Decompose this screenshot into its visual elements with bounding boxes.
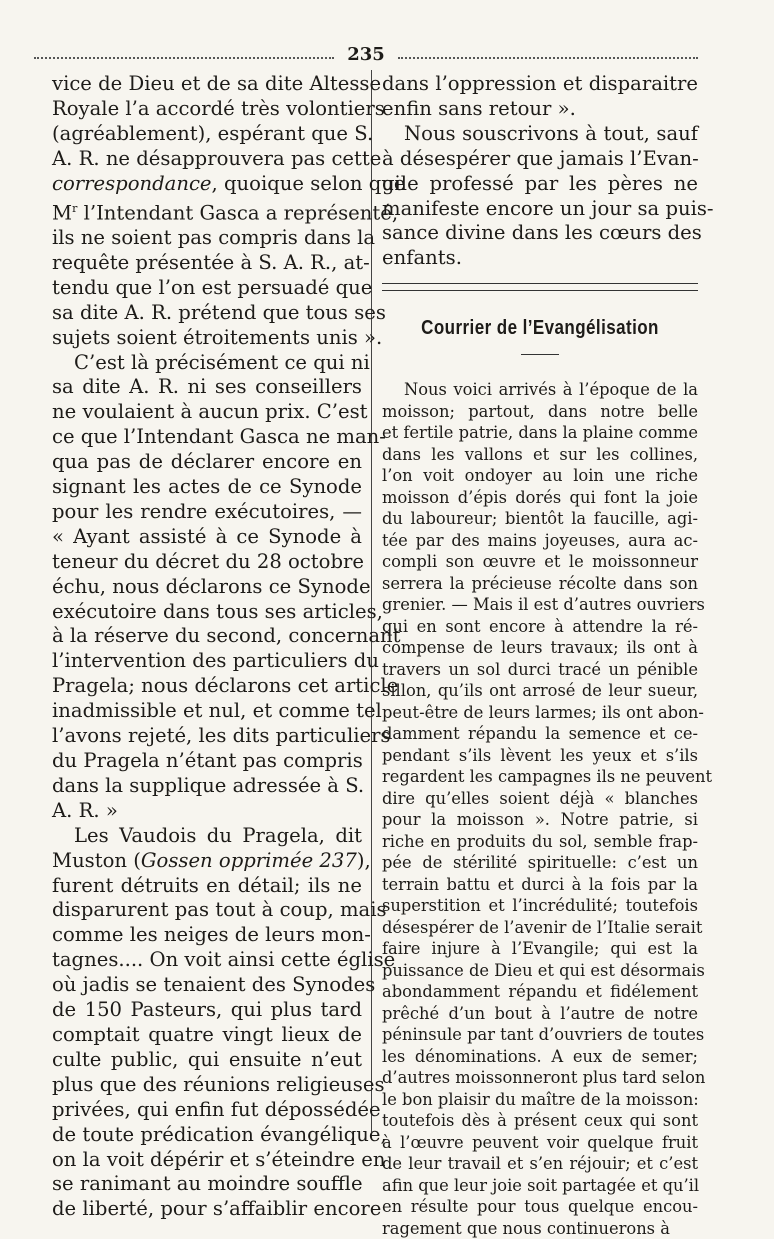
text-line: correspondance, quoique selon que [52, 171, 406, 195]
text-line: privées, qui enfin fut dépossédée [52, 1097, 381, 1121]
right-column-continuation [382, 72, 714, 271]
text-line: ils ne soient pas compris dans la [52, 225, 376, 249]
text-line: dans les vallons et sur les collines, [382, 444, 698, 464]
text-line: pendant s’ils lèvent les yeux et s’ils [382, 745, 698, 765]
text-line: du Pragela n’étant pas compris [52, 749, 363, 772]
text-line: qui en sont encore à attendre la ré- [382, 616, 698, 636]
text-line: vice de Dieu et de sa dite Altesse [52, 72, 382, 95]
text-line: on la voit dépérir et s’éteindre en [52, 1147, 386, 1171]
text-line: compense de leurs travaux; ils ont à [382, 638, 698, 658]
text-line: furent détruits en détail; ils ne [52, 873, 362, 897]
text-line: inadmissible et nul, et comme tel [52, 699, 382, 723]
text-line: Nous voici arrivés à l’époque de la [404, 380, 698, 400]
text-line: Les Vaudois du Pragela, dit [74, 823, 362, 847]
text-line: les dénominations. A eux de semer; [382, 1046, 698, 1066]
text-line: et fertile patrie, dans la plaine comme [382, 423, 698, 443]
text-line: disparurent pas tout à coup, mais [52, 898, 387, 922]
text-line: comptait quatre vingt lieux de [52, 1022, 362, 1046]
text-line: faire injure à l’Evangile; qui est la [382, 939, 698, 959]
text-line: de leur travail et s’en réjouir; et c’est [382, 1154, 698, 1174]
text-line: où jadis se tenaient des Synodes [52, 973, 376, 997]
text-line: sujets soient étroitements unis ». [52, 325, 383, 349]
text-line: gile professé par les pères ne [382, 171, 698, 195]
text-line: dans la supplique adressée à S. [52, 773, 365, 797]
text-line: à la réserve du second, concernant [52, 624, 401, 648]
double-rule-divider [382, 283, 698, 291]
text-line: peut-être de leurs larmes; ils ont abon- [382, 702, 704, 722]
text-line: tée par des mains joyeuses, aura ac- [382, 530, 698, 550]
text-line: grenier. — Mais il est d’autres ouvriers [382, 595, 705, 615]
text-line: sa dite A. R. ni ses conseillers [52, 375, 362, 399]
text-line: du laboureur; bientôt la faucille, agi- [382, 509, 698, 529]
text-line: échu, nous déclarons ce Synode [52, 574, 371, 598]
text-line: tagnes.... On voit ainsi cette église [52, 948, 396, 972]
text-line: l’intervention des particuliers du [52, 649, 379, 673]
text-line: dans l’oppression et disparaitre [382, 72, 698, 95]
page-header [34, 44, 698, 70]
page-number: 235 [347, 44, 385, 65]
text-line: toutefois dès à présent ceux qui sont [382, 1111, 698, 1131]
text-line: à l’œuvre peuvent voir quelque fruit [382, 1132, 698, 1152]
text-line: enfants. [382, 246, 462, 270]
italic-word: correspondance [52, 171, 212, 195]
text-line: requête présentée à S. A. R., at- [52, 250, 370, 274]
text-line: sa dite A. R. prétend que tous ses [52, 300, 386, 324]
text-line: enfin sans retour ». [382, 96, 576, 120]
text-line: péninsule par tant d’ouvriers de toutes [382, 1025, 705, 1045]
text-line: désespérer de l’avenir de l’Italie serait [382, 917, 703, 937]
section-title: Courrier de l’Evangélisation [421, 317, 659, 340]
text-line: pour les rendre exécutoires, — [52, 499, 362, 523]
text-line: le bon plaisir du maître de la moisson: [382, 1089, 699, 1109]
text-line: de liberté, pour s’affaiblir encore [52, 1197, 382, 1221]
right-column [382, 72, 714, 1239]
text-line: tendu que l’on est persuadé que [52, 275, 373, 299]
text-line: se ranimant au moindre souffle [52, 1172, 363, 1196]
text-line: A. R. » [52, 798, 118, 822]
text-line: superstition et l’incrédulité; toutefois [382, 896, 698, 916]
text-line: teneur du décret du 28 octobre [52, 549, 364, 573]
section-body-text [382, 379, 713, 1239]
text-line: regardent les campagnes ils ne peuvent [382, 767, 713, 787]
text-line: terrain battu et durci à la fois par la [382, 874, 698, 894]
text-line: ce que l’Intendant Gasca ne man- [52, 425, 386, 449]
text-line: damment répandu la semence et ce- [382, 724, 698, 744]
text-line: sillon, qu’ils ont arrosé de leur sueur, [382, 681, 698, 701]
text-line: manifeste encore un jour sa puis- [382, 196, 714, 220]
text-line: afin que leur joie soit partagée et qu’il [382, 1175, 700, 1195]
text-line: travers un sol durci tracé un pénible [382, 659, 698, 679]
text-line: ragement que nous continuerons à [382, 1218, 670, 1238]
text-line: $M^r$ l’Intendant Gasca a représenté, [52, 201, 399, 225]
text-line: Muston (Gossen opprimée 237), [52, 848, 371, 872]
text-line: l’on voit ondoyer au loin une riche [382, 466, 698, 486]
text-line: signant les actes de ce Synode [52, 475, 362, 499]
text-line: Pragela; nous déclarons cet article [52, 674, 399, 698]
text-line: Nous souscrivons à tout, sauf [404, 121, 698, 145]
text-line: compli son œuvre et le moissonneur [382, 552, 698, 572]
text-line: qua pas de déclarer encore en [52, 450, 362, 474]
text-line: d’autres moissonneront plus tard selon [382, 1068, 706, 1088]
text-line: culte public, qui ensuite n’eut [52, 1047, 362, 1071]
text-line: « Ayant assisté à ce Synode à [52, 524, 362, 548]
text-line: serrera la précieuse récolte dans son [382, 573, 698, 593]
text-line: exécutoire dans tous ses articles, [52, 599, 383, 623]
text-line: riche en produits du sol, semble frap- [382, 831, 698, 851]
title-underline [521, 354, 559, 355]
text-line: (agréablement), espérant que S. [52, 121, 374, 145]
text-line: Royale l’a accordé très volontiers [52, 96, 385, 120]
left-column-text [52, 72, 406, 1222]
text-line: l’avons rejeté, les dits particuliers [52, 724, 391, 748]
text-line: A. R. ne désapprouvera pas cette [52, 146, 382, 170]
text-line: moisson d’épis dorés qui font la joie [382, 487, 698, 507]
text-line: de 150 Pasteurs, qui plus tard [52, 998, 362, 1022]
italic-reference: Gossen opprimée 237 [140, 848, 357, 872]
text-line: prêché d’un bout à l’autre de notre [382, 1003, 698, 1023]
text-line: C’est là précisément ce qui ni [74, 350, 370, 374]
text-line: sance divine dans les cœurs des [382, 221, 702, 245]
text-line: pée de stérilité spirituelle: c’est un [382, 853, 698, 873]
text-line: moisson; partout, dans notre belle [382, 401, 698, 421]
text-line: ne voulaient à aucun prix. C’est [52, 400, 368, 424]
text-line: dire qu’elles soient déjà « blanches [382, 788, 698, 808]
text-line: pour la moisson ». Notre patrie, si [382, 810, 698, 830]
text-line: de toute prédication évangélique, [52, 1122, 387, 1146]
text-line: comme les neiges de leurs mon- [52, 923, 371, 947]
text-line: plus que des réunions religieuses [52, 1072, 385, 1096]
text-line: puissance de Dieu et qui est désormais [382, 960, 705, 980]
text-line: abondamment répandu et fidélement [382, 982, 698, 1002]
text-line: en résulte pour tous quelque encou- [382, 1197, 698, 1217]
text-line: à désespérer que jamais l’Evan- [382, 146, 699, 170]
left-column [52, 72, 406, 1222]
header-rule-right [398, 57, 698, 59]
